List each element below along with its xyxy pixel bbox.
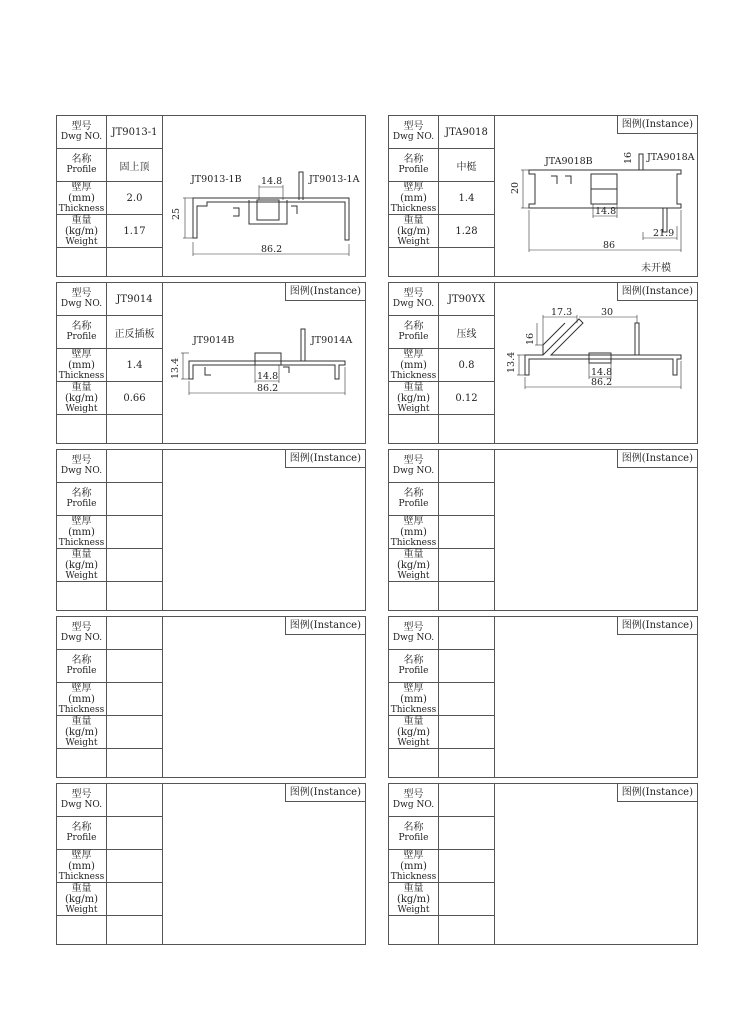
dwg-label-en: Dwg NO.: [60, 633, 103, 643]
dwg-label-cn: 型号: [71, 455, 92, 466]
dwg-value-cell: [107, 450, 162, 483]
thickness-value-cell: [439, 182, 494, 215]
profile-label-en: Profile: [398, 833, 429, 843]
weight-value-cell: [439, 382, 494, 415]
dwg-label: [57, 116, 106, 149]
instance-tag: 图例(Instance): [617, 116, 697, 134]
thickness-label: [389, 349, 438, 382]
profile-card-1: [56, 115, 366, 277]
dim-side: 21.9: [653, 228, 675, 239]
profile-label-en: Profile: [66, 499, 97, 509]
dwg-label-cn: 型号: [71, 789, 92, 800]
dwg-label-cn: 型号: [71, 288, 92, 299]
weight-label-cn: 重量 (kg/m): [396, 381, 431, 404]
profile-label-cn: 名称: [403, 655, 424, 666]
blank-value-cell: [439, 582, 494, 612]
dwg-label: [389, 784, 438, 817]
profile-bevel: [543, 323, 565, 355]
dwg-label: [389, 617, 438, 650]
profile-label-cn: 名称: [71, 154, 92, 165]
profile-label-en: Profile: [398, 499, 429, 509]
dim-height: 20: [510, 181, 521, 194]
profile-label-en: Profile: [66, 666, 97, 676]
dwg-label-cn: 型号: [403, 622, 424, 633]
thickness-label-cn: 壁厚 (mm): [68, 348, 95, 371]
instance-tag: 图例(Instance): [285, 617, 365, 635]
thickness-label-en: Thickness: [390, 203, 437, 214]
profile-clip: [291, 206, 297, 214]
value-column: [107, 450, 163, 610]
weight-value-cell: [439, 215, 494, 248]
weight-value: 1.28: [455, 225, 478, 237]
blank-value-cell: [439, 749, 494, 779]
weight-label-cn: 重量 (kg/m): [396, 882, 431, 905]
weight-label-en: Weight: [65, 904, 98, 915]
blank-label: [389, 582, 438, 612]
thickness-label: [389, 182, 438, 215]
blank-label: [389, 749, 438, 779]
profile-value: 中梃: [456, 161, 477, 173]
dwg-label-cn: 型号: [403, 288, 424, 299]
profile-fin: [635, 323, 639, 355]
thickness-label: [57, 683, 106, 716]
weight-value-cell: [107, 716, 162, 749]
thickness-label-cn: 壁厚 (mm): [400, 682, 427, 705]
dim-height: 13.4: [170, 357, 181, 379]
dwg-value: JT9013-1: [111, 126, 158, 138]
profile-label-cn: 名称: [403, 321, 424, 332]
weight-value-cell: [439, 716, 494, 749]
dim-b: 30: [601, 307, 614, 318]
thickness-label-cn: 壁厚 (mm): [400, 181, 427, 204]
weight-label-en: Weight: [65, 403, 98, 414]
thickness-label-en: Thickness: [390, 537, 437, 548]
weight-value-cell: [107, 382, 162, 415]
profile-label: [389, 650, 438, 683]
weight-label-en: Weight: [397, 236, 430, 247]
weight-value: 0.12: [455, 392, 478, 404]
value-column: [107, 116, 163, 276]
thickness-value: 2.0: [126, 192, 143, 204]
instance-tag: 图例(Instance): [285, 283, 365, 301]
weight-value-cell: [439, 883, 494, 916]
profile-label: [389, 817, 438, 850]
weight-label: [57, 883, 106, 916]
dwg-label: [389, 116, 438, 149]
profile-card-8: [388, 616, 698, 778]
profile-drawing: [495, 116, 699, 276]
weight-value-cell: [107, 549, 162, 582]
weight-label: [57, 549, 106, 582]
weight-label: [389, 716, 438, 749]
dwg-value: JT9014: [116, 293, 153, 305]
profile-value-cell: [439, 817, 494, 850]
thickness-label: [57, 516, 106, 549]
profile-value-cell: [439, 483, 494, 516]
profile-hooks: [551, 176, 571, 184]
profile-label: [57, 149, 106, 182]
weight-label-cn: 重量 (kg/m): [64, 548, 99, 571]
blank-label: [389, 248, 438, 278]
label-column: [57, 784, 107, 944]
dwg-label: [57, 784, 106, 817]
blank-value-cell: [107, 248, 162, 278]
thickness-value: 1.4: [458, 192, 475, 204]
profile-label-en: Profile: [398, 666, 429, 676]
profile-drawing: [495, 283, 699, 443]
label-column: [57, 116, 107, 276]
profile-label-en: Profile: [66, 332, 97, 342]
thickness-label: [57, 182, 106, 215]
profile-label: [389, 483, 438, 516]
weight-label-cn: 重量 (kg/m): [396, 715, 431, 738]
weight-label-en: Weight: [397, 570, 430, 581]
profile-label: [57, 316, 106, 349]
thickness-value-cell: [107, 349, 162, 382]
weight-label: [389, 883, 438, 916]
blank-label: [57, 749, 106, 779]
profile-card-9: [56, 783, 366, 945]
dwg-value-cell: [439, 283, 494, 316]
weight-label: [57, 215, 106, 248]
label-column: [389, 617, 439, 777]
weight-label-cn: 重量 (kg/m): [64, 882, 99, 905]
label-column: [57, 617, 107, 777]
dwg-label: [57, 450, 106, 483]
profile-fin: [639, 154, 643, 170]
instance-tag: 图例(Instance): [617, 784, 697, 802]
dim-width: 86: [603, 240, 616, 251]
profile-diagram: [495, 617, 697, 777]
dwg-label-en: Dwg NO.: [392, 466, 435, 476]
profile-label-cn: 名称: [403, 488, 424, 499]
dim-mid: 14.8: [257, 371, 279, 382]
dim-height: 13.4: [506, 351, 517, 373]
profile-value-cell: [107, 149, 162, 182]
weight-label-cn: 重量 (kg/m): [396, 214, 431, 237]
label-column: [389, 450, 439, 610]
dwg-label-en: Dwg NO.: [392, 633, 435, 643]
dim-width: 86.2: [591, 377, 613, 388]
instance-tag: 图例(Instance): [617, 450, 697, 468]
thickness-label-cn: 壁厚 (mm): [68, 849, 95, 872]
profile-card-3: [56, 282, 366, 444]
weight-label-en: Weight: [65, 570, 98, 581]
dim-height: 25: [171, 207, 182, 220]
thickness-value-cell: [439, 349, 494, 382]
profile-diagram: [495, 784, 697, 944]
profile-label-cn: 名称: [71, 321, 92, 332]
dim-c: 16: [525, 332, 536, 345]
profile-label-cn: 名称: [71, 488, 92, 499]
thickness-label: [389, 683, 438, 716]
instance-tag: 图例(Instance): [285, 784, 365, 802]
blank-label: [57, 415, 106, 445]
thickness-label-cn: 壁厚 (mm): [400, 348, 427, 371]
label-column: [389, 116, 439, 276]
blank-value-cell: [107, 916, 162, 946]
profile-value-cell: [107, 817, 162, 850]
profile-label-en: Profile: [66, 833, 97, 843]
weight-label-cn: 重量 (kg/m): [396, 548, 431, 571]
weight-label-cn: 重量 (kg/m): [64, 214, 99, 237]
weight-value: 0.66: [123, 392, 146, 404]
thickness-label-en: Thickness: [390, 370, 437, 381]
note-unmolded: 未开模: [641, 263, 671, 274]
value-column: [107, 784, 163, 944]
profile-card-10: [388, 783, 698, 945]
profile-diagram: [495, 450, 697, 610]
profile-value: 正反插板: [114, 328, 155, 340]
thickness-label-en: Thickness: [58, 537, 105, 548]
profile-value-cell: [107, 650, 162, 683]
blank-label: [389, 415, 438, 445]
profile-label: [389, 149, 438, 182]
profile-diagram: [495, 116, 697, 276]
dwg-value-cell: [439, 116, 494, 149]
profile-card-5: [56, 449, 366, 611]
profile-card-7: [56, 616, 366, 778]
profile-label-en: Profile: [398, 165, 429, 175]
dwg-label-en: Dwg NO.: [60, 299, 103, 309]
value-column: [439, 283, 495, 443]
weight-label-cn: 重量 (kg/m): [64, 715, 99, 738]
profile-label: [57, 483, 106, 516]
part-label-left: JT9014B: [193, 335, 235, 346]
profile-value: 压线: [456, 328, 477, 340]
instance-tag: 图例(Instance): [285, 450, 365, 468]
profile-hook: [233, 208, 239, 216]
dwg-label-cn: 型号: [403, 455, 424, 466]
dwg-label-en: Dwg NO.: [60, 132, 103, 142]
profile-fin: [299, 172, 303, 200]
thickness-label: [57, 850, 106, 883]
dwg-label-cn: 型号: [403, 789, 424, 800]
thickness-value: 1.4: [126, 359, 143, 371]
dwg-label-en: Dwg NO.: [392, 132, 435, 142]
weight-label-en: Weight: [397, 904, 430, 915]
blank-label: [57, 248, 106, 278]
dwg-value-cell: [107, 116, 162, 149]
dwg-label-en: Dwg NO.: [392, 800, 435, 810]
thickness-label-cn: 壁厚 (mm): [68, 682, 95, 705]
profile-card-6: [388, 449, 698, 611]
profile-label: [57, 817, 106, 850]
thickness-label-en: Thickness: [390, 704, 437, 715]
weight-value: 1.17: [123, 225, 146, 237]
dwg-value-cell: [439, 784, 494, 817]
profile-core: [255, 353, 281, 365]
thickness-value-cell: [107, 850, 162, 883]
part-label-right: JT9014A: [311, 335, 353, 346]
blank-label: [57, 582, 106, 612]
blank-value-cell: [439, 916, 494, 946]
value-column: [107, 617, 163, 777]
value-column: [439, 784, 495, 944]
label-column: [389, 784, 439, 944]
thickness-label-en: Thickness: [58, 370, 105, 381]
weight-label-en: Weight: [397, 737, 430, 748]
thickness-value-cell: [107, 516, 162, 549]
weight-label-en: Weight: [397, 403, 430, 414]
thickness-label: [389, 850, 438, 883]
profile-value-cell: [439, 149, 494, 182]
profile-diagram: [163, 116, 365, 276]
dwg-label: [389, 450, 438, 483]
dim-a: 17.3: [551, 307, 573, 318]
thickness-label-en: Thickness: [390, 871, 437, 882]
part-label-left: JT9013-1B: [191, 174, 242, 185]
profile-drawing: [163, 116, 367, 276]
profile-fin: [301, 329, 305, 361]
dwg-value-cell: [107, 784, 162, 817]
dwg-value-cell: [439, 450, 494, 483]
weight-label: [389, 215, 438, 248]
value-column: [107, 283, 163, 443]
dwg-label: [389, 283, 438, 316]
dwg-value: JT90YX: [447, 293, 486, 305]
dim-width: 86.2: [257, 383, 279, 394]
part-label-right: JTA9018A: [647, 152, 695, 163]
profile-value-cell: [439, 650, 494, 683]
profile-label-en: Profile: [66, 165, 97, 175]
blank-value-cell: [439, 415, 494, 445]
thickness-label-en: Thickness: [58, 871, 105, 882]
weight-label-en: Weight: [65, 236, 98, 247]
profile-label-cn: 名称: [71, 655, 92, 666]
blank-value-cell: [107, 415, 162, 445]
value-column: [439, 116, 495, 276]
thickness-label-cn: 壁厚 (mm): [400, 849, 427, 872]
profile-card-4: [388, 282, 698, 444]
thickness-label-en: Thickness: [58, 203, 105, 214]
dwg-label-en: Dwg NO.: [60, 800, 103, 810]
weight-value-cell: [107, 883, 162, 916]
dwg-label: [57, 617, 106, 650]
profile-diagram: [163, 450, 365, 610]
thickness-label: [57, 349, 106, 382]
dim-mid: 14.8: [591, 367, 613, 378]
value-column: [439, 617, 495, 777]
weight-label: [57, 382, 106, 415]
dim-top: 16: [623, 151, 634, 164]
instance-tag: 图例(Instance): [617, 283, 697, 301]
weight-label-en: Weight: [65, 737, 98, 748]
profile-diagram: [163, 617, 365, 777]
dwg-label: [57, 283, 106, 316]
weight-label: [389, 382, 438, 415]
blank-label: [389, 916, 438, 946]
thickness-value-cell: [439, 850, 494, 883]
thickness-value-cell: [107, 683, 162, 716]
thickness-label-cn: 壁厚 (mm): [68, 515, 95, 538]
weight-label: [389, 549, 438, 582]
label-column: [57, 450, 107, 610]
blank-label: [57, 916, 106, 946]
blank-value-cell: [107, 582, 162, 612]
thickness-value-cell: [107, 182, 162, 215]
weight-value-cell: [107, 215, 162, 248]
profile-outline: [193, 198, 349, 240]
blank-value-cell: [439, 248, 494, 278]
dim-top: 14.8: [261, 176, 283, 187]
label-column: [389, 283, 439, 443]
weight-label: [57, 716, 106, 749]
part-label-left: JTA9018B: [545, 156, 593, 167]
profile-value: 固上顶: [119, 161, 150, 173]
profile-label-en: Profile: [398, 332, 429, 342]
profile-label-cn: 名称: [71, 822, 92, 833]
dwg-value-cell: [107, 617, 162, 650]
part-label-right: JT9013-1A: [309, 174, 360, 185]
thickness-label-cn: 壁厚 (mm): [400, 515, 427, 538]
dwg-label-cn: 型号: [403, 121, 424, 132]
profile-label-cn: 名称: [403, 822, 424, 833]
profile-label: [389, 316, 438, 349]
profile-label-cn: 名称: [403, 154, 424, 165]
weight-label-cn: 重量 (kg/m): [64, 381, 99, 404]
profile-card-2: [388, 115, 698, 277]
value-column: [439, 450, 495, 610]
thickness-label: [389, 516, 438, 549]
weight-value-cell: [439, 549, 494, 582]
thickness-value-cell: [439, 683, 494, 716]
profile-diagram: [163, 784, 365, 944]
dwg-label-cn: 型号: [71, 622, 92, 633]
profile-core: [257, 200, 279, 220]
dwg-value-cell: [439, 617, 494, 650]
profile-value-cell: [107, 483, 162, 516]
profile-diagram: [163, 283, 365, 443]
instance-tag: 图例(Instance): [617, 617, 697, 635]
thickness-label-cn: 壁厚 (mm): [68, 181, 95, 204]
label-column: [57, 283, 107, 443]
dwg-label-en: Dwg NO.: [392, 299, 435, 309]
profile-diagram: [495, 283, 697, 443]
profile-drawing: [163, 283, 367, 443]
dwg-label-en: Dwg NO.: [60, 466, 103, 476]
thickness-label-en: Thickness: [58, 704, 105, 715]
profile-value-cell: [107, 316, 162, 349]
blank-value-cell: [107, 749, 162, 779]
profile-label: [57, 650, 106, 683]
dwg-value-cell: [107, 283, 162, 316]
dim-mid: 14.8: [595, 206, 617, 217]
thickness-value-cell: [439, 516, 494, 549]
thickness-value: 0.8: [458, 359, 475, 371]
dim-width: 86.2: [261, 244, 283, 255]
dwg-value: JTA9018: [445, 126, 488, 138]
profile-value-cell: [439, 316, 494, 349]
dwg-label-cn: 型号: [71, 121, 92, 132]
